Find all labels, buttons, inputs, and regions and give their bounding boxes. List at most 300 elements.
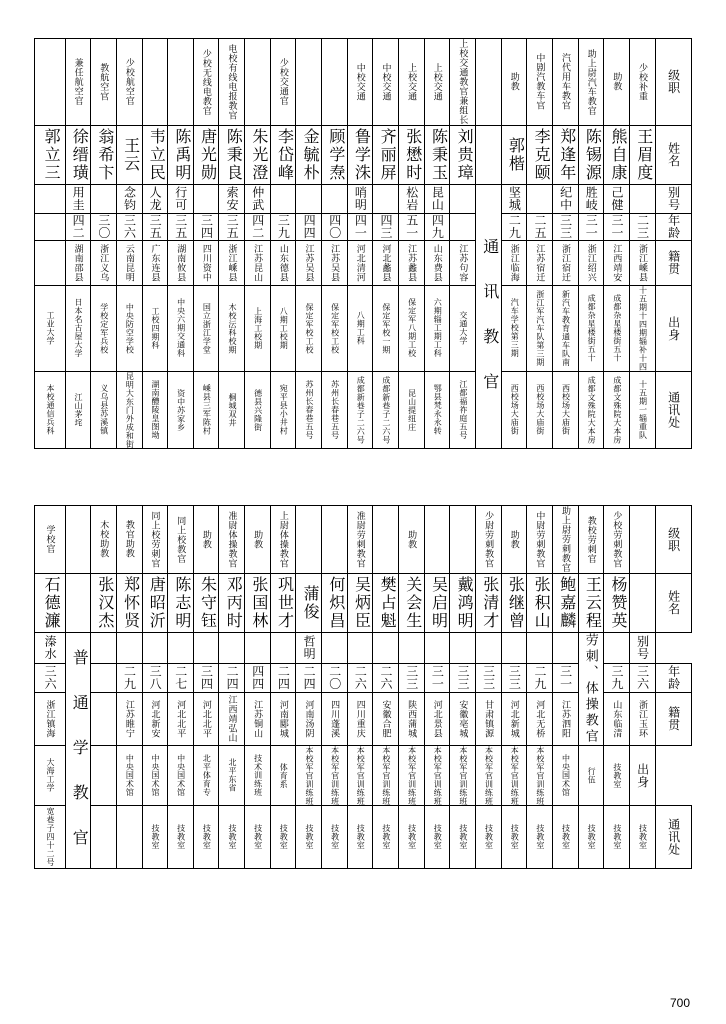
cell-origin: 中央国术馆 <box>142 745 168 806</box>
cell-rank <box>476 39 502 126</box>
table2-row-alias <box>35 632 692 663</box>
cell-rank <box>245 39 271 126</box>
cell-age: 三一 <box>553 663 579 692</box>
row-label-age: 年龄 <box>655 213 691 240</box>
cell-origin: 技教室 <box>604 745 630 806</box>
cell-name: 唐昭沂 <box>142 573 168 632</box>
cell-name: 郭楷 <box>501 125 527 184</box>
cell-origin: 北平体育专 <box>193 745 219 806</box>
cell-name: 邓丙时 <box>219 573 245 632</box>
cell-address: 技教室 <box>322 806 348 869</box>
cell-age: 三五 <box>142 213 168 240</box>
cell-origin: 本校军官训练班 <box>501 745 527 806</box>
cell-alias <box>604 632 630 663</box>
cell-native <box>35 240 66 285</box>
cell-origin: 中央国术馆 <box>116 745 142 806</box>
cell-origin: 保定军八期工校 <box>399 285 425 371</box>
cell-address: 技教室 <box>604 806 630 869</box>
cell-name: 张汉杰 <box>91 573 117 632</box>
cell-native: 河南汤阴 <box>296 693 322 745</box>
row-label-native: 籍贯 <box>655 240 691 285</box>
cell-address: 技教室 <box>527 806 553 869</box>
row-label-origin: 出身 <box>655 285 691 371</box>
cell-age: 三九 <box>270 213 296 240</box>
cell-rank: 同上校劳刺官 <box>142 506 168 574</box>
cell-address: 技教室 <box>501 806 527 869</box>
cell-origin: 本校军官训练班 <box>476 745 502 806</box>
cell-address: 技教室 <box>399 806 425 869</box>
cell-origin: 中央防空学校 <box>116 285 142 371</box>
cell-rank: 少校劳刺教官 <box>604 506 630 574</box>
cell-address: 成都新巷子二六号 <box>347 371 373 449</box>
cell-address: 昆明大东门外成和街 <box>116 371 142 449</box>
cell-age: 二九 <box>116 663 142 692</box>
cell-age: 三三 <box>476 663 502 692</box>
cell-rank: 兼任航空官 <box>65 39 91 126</box>
cell-age: 二九 <box>527 663 553 692</box>
cell-name: 张懋时 <box>399 125 425 184</box>
cell-alias <box>450 184 476 213</box>
cell-address: 昆山提纽庄 <box>399 371 425 449</box>
cell-address: 技教室 <box>424 806 450 869</box>
cell-age: 三三 <box>399 663 425 692</box>
cell-native: 河北景县 <box>424 693 450 745</box>
cell-native: 江苏铜山 <box>245 693 271 745</box>
cell-alias <box>270 632 296 663</box>
cell-address: 嵊县三军陈村 <box>193 371 219 449</box>
cell-native: 浙江绍兴 <box>578 240 604 285</box>
cell-native: 河南郾城 <box>270 693 296 745</box>
cell-native: 浙江临海 <box>501 240 527 285</box>
cell-name: 王眉度 <box>629 125 655 184</box>
cell-alias <box>629 184 655 213</box>
cell-age: 二六 <box>347 663 373 692</box>
cell-address: 技教室 <box>553 806 579 869</box>
cell-native: 江苏句容 <box>450 240 476 285</box>
group-label-tongxun: 通 讯 教 官 <box>476 184 502 449</box>
cell-rank: 木校助教 <box>91 506 117 574</box>
cell-address: 成都新巷子二六号 <box>373 371 399 449</box>
cell-alias: 纪中 <box>553 184 579 213</box>
cell-rank: 少校航空官 <box>116 39 142 126</box>
cell-alias: 昆山 <box>424 184 450 213</box>
cell-address: 苏州长春巷五号 <box>296 371 322 449</box>
cell-address: 技教室 <box>347 806 373 869</box>
cell-rank: 中校交通 <box>347 39 373 126</box>
cell-native: 安徽合肥 <box>373 693 399 745</box>
cell-age: 四四 <box>245 663 271 692</box>
cell-origin: 交通大学 <box>450 285 476 371</box>
cell-alias <box>168 632 194 663</box>
cell-name <box>65 573 91 632</box>
cell-alias <box>424 632 450 663</box>
cell-alias: 溱水 <box>35 632 66 663</box>
cell-age: 三三 <box>553 213 579 240</box>
cell-name: 陈志明 <box>168 573 194 632</box>
cell-age: 四三 <box>373 213 399 240</box>
table1-row-alias <box>35 184 692 213</box>
cell-alias <box>347 632 373 663</box>
cell-rank: 上校交通 <box>399 39 425 126</box>
cell-rank: 助教 <box>501 506 527 574</box>
cell-age: 四二 <box>65 213 91 240</box>
cell-origin: 国立浙江学堂 <box>193 285 219 371</box>
cell-alias <box>373 632 399 663</box>
row-label-age: 年龄 <box>655 663 691 692</box>
cell-origin: 日本名古屋大学 <box>65 285 91 371</box>
cell-age: 二四 <box>270 663 296 692</box>
cell-name: 张清才 <box>476 573 502 632</box>
cell-rank: 准尉劳刺教官 <box>347 506 373 574</box>
cell-address: 宛平县小井村 <box>270 371 296 449</box>
cell-origin: 保定军校一期 <box>373 285 399 371</box>
cell-native: 河北蠡县 <box>373 240 399 285</box>
cell-address: 技教室 <box>193 806 219 869</box>
cell-native: 河北无桥 <box>527 693 553 745</box>
cell-origin: 北平东省 <box>219 745 245 806</box>
cell-rank: 上校交通 <box>424 39 450 126</box>
cell-native: 河北北平 <box>168 693 194 745</box>
cell-rank: 上校交通教官兼组长 <box>450 39 476 126</box>
cell-age: 二四 <box>219 663 245 692</box>
cell-rank: 教校劳刺官 <box>578 506 604 574</box>
cell-name: 王云 <box>116 125 142 184</box>
cell-native: 浙江嵊县 <box>219 240 245 285</box>
cell-rank: 中尉劳刺教官 <box>527 506 553 574</box>
cell-origin: 汽车学校第三期 <box>501 285 527 371</box>
cell-alias <box>450 632 476 663</box>
cell-address <box>116 806 142 869</box>
cell-address: 技教室 <box>142 806 168 869</box>
row-label-address: 通讯处 <box>655 371 691 449</box>
cell-age: 三〇 <box>91 213 117 240</box>
cell-alias <box>501 632 527 663</box>
cell-age <box>91 663 117 692</box>
cell-alias: 索安 <box>219 184 245 213</box>
cell-origin: 八期工科 <box>347 285 373 371</box>
cell-address: 技教室 <box>296 806 322 869</box>
cell-native: 四川蓬溪 <box>322 693 348 745</box>
cell-origin: 本校军官训练班 <box>296 745 322 806</box>
cell-native: 湖南邵县 <box>65 240 91 285</box>
row-label-alias: 别号 <box>629 632 655 663</box>
cell-address: 成都文殊院大本房 <box>578 371 604 449</box>
cell-native: 河北北平 <box>193 693 219 745</box>
cell-origin: 本校军官训练班 <box>347 745 373 806</box>
cell-rank <box>35 39 66 126</box>
cell-origin: 本校军官训练班 <box>450 745 476 806</box>
cell-origin: 工业大学 <box>35 285 66 371</box>
cell-native: 安徽亳城 <box>450 693 476 745</box>
cell-rank: 少校补重 <box>629 39 655 126</box>
cell-native: 江西靖安 <box>604 240 630 285</box>
cell-rank-empty <box>629 506 655 574</box>
cell-name-empty <box>629 573 655 632</box>
cell-native: 浙江宿迁 <box>553 240 579 285</box>
cell-age: 三三 <box>501 663 527 692</box>
cell-address: 西校场大庙街 <box>553 371 579 449</box>
cell-native: 江苏吴县 <box>296 240 322 285</box>
table1-row-native <box>35 240 692 285</box>
cell-name: 顾学焘 <box>322 125 348 184</box>
cell-address <box>91 806 117 869</box>
cell-native: 浙江义乌 <box>91 240 117 285</box>
cell-age <box>35 213 66 240</box>
cell-rank <box>296 506 322 574</box>
cell-age: 三一 <box>424 663 450 692</box>
cell-alias <box>219 632 245 663</box>
cell-origin: 新汽车教育通车队南 <box>553 285 579 371</box>
cell-origin: 成都杂星楼街五十 <box>578 285 604 371</box>
cell-alias <box>245 632 271 663</box>
cell-origin <box>91 745 117 806</box>
cell-alias <box>399 632 425 663</box>
cell-origin: 行伍 <box>578 745 604 806</box>
cell-name: 鲍嘉麟 <box>553 573 579 632</box>
cell-name: 王云程 <box>578 573 604 632</box>
cell-origin: 上海工校期 <box>245 285 271 371</box>
cell-origin: 本校军官训练班 <box>373 745 399 806</box>
cell-origin: 本校军官训练班 <box>322 745 348 806</box>
cell-rank: 同上校教官 <box>168 506 194 574</box>
cell-name: 陈秉玉 <box>424 125 450 184</box>
cell-origin: 成都杂星楼街五十 <box>604 285 630 371</box>
cell-origin: 本校军官训练班 <box>527 745 553 806</box>
cell-name: 郑怀贤 <box>116 573 142 632</box>
cell-address: 苏州长春巷五号 <box>322 371 348 449</box>
cell-rank: 助教 <box>245 506 271 574</box>
cell-native: 山东德县 <box>270 240 296 285</box>
cell-origin: 大海工学 <box>35 745 66 806</box>
cell-name: 齐丽屏 <box>373 125 399 184</box>
cell-age: 四一 <box>347 213 373 240</box>
cell-age: 三五 <box>219 213 245 240</box>
cell-origin: 保定军校工校 <box>296 285 322 371</box>
cell-alias: 胜岐 <box>578 184 604 213</box>
row-label-name: 姓名 <box>655 573 691 632</box>
table-physical-training-officers <box>34 505 692 869</box>
cell-age: 四九 <box>424 213 450 240</box>
cell-alias <box>116 632 142 663</box>
cell-age: 二四 <box>296 663 322 692</box>
cell-name <box>476 125 502 184</box>
cell-address: 鄂县梵永永转 <box>424 371 450 449</box>
cell-address: 技教室 <box>270 806 296 869</box>
cell-native: 河北新城 <box>501 693 527 745</box>
cell-age: 四四 <box>296 213 322 240</box>
cell-address: 江都福祚庭五号 <box>450 371 476 449</box>
cell-native: 江西靖弘山 <box>219 693 245 745</box>
cell-name: 关会生 <box>399 573 425 632</box>
cell-age: 五一 <box>399 213 425 240</box>
cell-address: 西校场大庙街 <box>501 371 527 449</box>
table1-row-address <box>35 371 692 449</box>
cell-rank: 上尉体操教官 <box>270 506 296 574</box>
cell-name: 樊占魁 <box>373 573 399 632</box>
cell-address: 江山茅垞 <box>65 371 91 449</box>
cell-age: 三六 <box>35 663 66 692</box>
cell-native: 江苏睢宁 <box>116 693 142 745</box>
cell-alias: 己健 <box>604 184 630 213</box>
cell-rank: 少校交通官 <box>270 39 296 126</box>
cell-origin: 工校四期科 <box>142 285 168 371</box>
cell-native: 山东临清 <box>604 693 630 745</box>
cell-address: 技教室 <box>578 806 604 869</box>
cell-name: 陈秉良 <box>219 125 245 184</box>
cell-alias: 仲武 <box>245 184 271 213</box>
cell-name: 张国林 <box>245 573 271 632</box>
cell-alias: 人龙 <box>142 184 168 213</box>
cell-alias <box>322 184 348 213</box>
cell-address: 十五期一辎重队 <box>629 371 655 449</box>
cell-address: 资中苏家乡 <box>168 371 194 449</box>
cell-age: 二五 <box>527 213 553 240</box>
cell-native: 四川重庆 <box>347 693 373 745</box>
cell-address: 技教室 <box>373 806 399 869</box>
cell-name: 郭立三 <box>35 125 66 184</box>
cell-age: 三八 <box>142 663 168 692</box>
cell-native: 江苏泗阳 <box>553 693 579 745</box>
row-label-rank: 级职 <box>655 506 691 574</box>
cell-alias: 坚城 <box>501 184 527 213</box>
cell-address: 义乌县苏溪镇 <box>91 371 117 449</box>
cell-name: 石德濂 <box>35 573 66 632</box>
cell-alias: 哲明 <box>296 632 322 663</box>
cell-address: 技教室 <box>168 806 194 869</box>
row-label-origin: 出身 <box>629 745 655 806</box>
cell-age: 四〇 <box>322 213 348 240</box>
cell-origin: 本校军官训练班 <box>424 745 450 806</box>
row-label-alias: 别号 <box>655 184 691 213</box>
row-label-rank: 级职 <box>655 39 691 126</box>
cell-origin: 八期工校期 <box>270 285 296 371</box>
table-communications-officers <box>34 38 692 449</box>
cell-rank <box>142 39 168 126</box>
cell-name: 唐光勋 <box>193 125 219 184</box>
cell-name: 吴启明 <box>424 573 450 632</box>
cell-origin: 保定军校工校 <box>322 285 348 371</box>
cell-origin: 十五期十四期辎补十四 <box>629 285 655 371</box>
cell-age: 二九 <box>501 213 527 240</box>
cell-name: 李岱峰 <box>270 125 296 184</box>
cell-native: 云南昆明 <box>116 240 142 285</box>
cell-name: 蒲俊 <box>296 573 322 632</box>
cell-age: 四二 <box>245 213 271 240</box>
cell-address: 技教室 <box>219 806 245 869</box>
cell-origin: 中央国术馆 <box>553 745 579 806</box>
cell-address: 成都文殊院大本房 <box>604 371 630 449</box>
cell-alias: 念钧 <box>116 184 142 213</box>
cell-native: 湖南攸县 <box>168 240 194 285</box>
cell-origin: 体育系 <box>270 745 296 806</box>
cell-address: 技教室 <box>476 806 502 869</box>
cell-rank: 教航空官 <box>91 39 117 126</box>
cell-name: 鲁学洙 <box>347 125 373 184</box>
cell-rank <box>296 39 322 126</box>
cell-native: 江苏吴县 <box>322 240 348 285</box>
table2-row-origin <box>35 745 692 806</box>
cell-rank <box>168 39 194 126</box>
cell-name: 杨赞英 <box>604 573 630 632</box>
cell-age: 三四 <box>193 213 219 240</box>
cell-address: 本校通信兵科 <box>35 371 66 449</box>
cell-name: 张继曾 <box>501 573 527 632</box>
cell-rank: 助上尉劳刺教官 <box>553 506 579 574</box>
table1-row-origin <box>35 285 692 371</box>
cell-address: 技教室 <box>629 806 655 869</box>
cell-alias <box>553 632 579 663</box>
cell-alias <box>296 184 322 213</box>
cell-rank: 助上尉汽车教官 <box>578 39 604 126</box>
cell-native: 广东连县 <box>142 240 168 285</box>
cell-alias <box>476 632 502 663</box>
cell-native: 江苏蠡县 <box>399 240 425 285</box>
cell-age: 三四 <box>193 663 219 692</box>
cell-rank: 准尉体操教官 <box>219 506 245 574</box>
cell-rank: 中剧汽教车官 <box>527 39 553 126</box>
cell-alias <box>193 184 219 213</box>
table1-row-name <box>35 125 692 184</box>
cell-alias: 行可 <box>168 184 194 213</box>
cell-alias <box>527 184 553 213</box>
cell-address: 德县兴隆街 <box>245 371 271 449</box>
cell-name: 张积山 <box>527 573 553 632</box>
cell-alias <box>91 632 117 663</box>
cell-name: 熊自康 <box>604 125 630 184</box>
cell-age: 三一 <box>604 213 630 240</box>
cell-age: 二三 <box>629 213 655 240</box>
cell-rank: 学校官 <box>35 506 66 574</box>
cell-rank <box>65 506 91 574</box>
cell-age <box>450 213 476 240</box>
cell-alias <box>527 632 553 663</box>
cell-address: 西校场大庙街 <box>527 371 553 449</box>
cell-native: 河北新安 <box>142 693 168 745</box>
cell-rank: 汽代用车教官 <box>553 39 579 126</box>
cell-name: 徐缙璜 <box>65 125 91 184</box>
cell-alias <box>91 184 117 213</box>
cell-alias <box>35 184 66 213</box>
row-label-native: 籍贯 <box>655 693 691 745</box>
cell-rank <box>322 39 348 126</box>
cell-rank: 助教 <box>399 506 425 574</box>
cell-alias <box>373 184 399 213</box>
cell-native: 河北清河 <box>347 240 373 285</box>
row-label-name: 姓名 <box>655 125 691 184</box>
cell-name: 何炽昌 <box>322 573 348 632</box>
cell-age: 三一 <box>578 213 604 240</box>
cell-rank: 教官助教 <box>116 506 142 574</box>
cell-name: 翁希卞 <box>91 125 117 184</box>
cell-rank <box>424 506 450 574</box>
cell-age: 二七 <box>168 663 194 692</box>
cell-address: 技教室 <box>245 806 271 869</box>
cell-address: 宽巷子四十二号 <box>35 806 66 869</box>
cell-address: 技教室 <box>450 806 476 869</box>
cell-origin: 六期辎工期工科 <box>424 285 450 371</box>
cell-name: 李克颐 <box>527 125 553 184</box>
cell-origin: 技术训练班 <box>245 745 271 806</box>
cell-native: 甘肃镇源 <box>476 693 502 745</box>
cell-native: 浙江镇海 <box>35 693 66 745</box>
cell-name: 刘贵璋 <box>450 125 476 184</box>
cell-address: 桐城双井 <box>219 371 245 449</box>
cell-native: 江苏宿迁 <box>527 240 553 285</box>
cell-native <box>91 693 117 745</box>
cell-native: 浙江嵊县 <box>629 240 655 285</box>
cell-origin: 中央六期交通科 <box>168 285 194 371</box>
table1-row-rank <box>35 39 692 126</box>
